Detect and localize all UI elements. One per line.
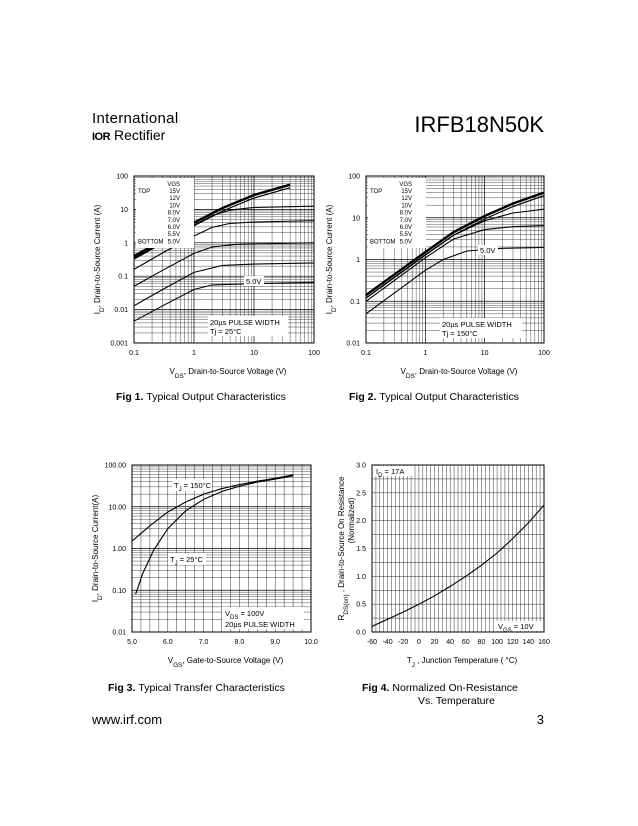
x-tick-label: -20 <box>398 639 409 646</box>
y-tick-label: 1.0 <box>356 573 366 581</box>
legend-row-value: 6.0V <box>167 225 180 231</box>
y-tick-label: 1 <box>356 257 360 264</box>
x-tick-label: -40 <box>382 639 393 646</box>
legend-row-tag: TOP <box>370 189 383 195</box>
caption-fig4-text: Normalized On-Resistance <box>392 682 518 694</box>
x-tick-label: 100 <box>538 350 550 357</box>
x-axis-label: $V_{DS}$, Drain-to-Source Voltage (V) <box>169 367 287 380</box>
annotation-5v: 5.0V <box>480 246 496 255</box>
caption-fig2-text: Typical Output Characteristics <box>379 391 519 403</box>
caption-fig4-line2: Vs. Temperature <box>418 695 495 707</box>
annotation-vgs: $V_{GS} = 10V$ <box>498 622 534 634</box>
x-tick-label: 20 <box>430 639 439 646</box>
x-tick-label: 10 <box>250 350 258 357</box>
legend-row-value: 10V <box>169 203 180 210</box>
y-tick-label: 0.01 <box>346 340 360 348</box>
part-number: IRFB18N50K <box>414 112 544 137</box>
x-tick-label: 80 <box>477 639 486 646</box>
x-tick-label: 8.0 <box>234 639 245 646</box>
y-tick-label: 10.00 <box>108 504 126 512</box>
legend-row-value: 5.0V <box>167 239 180 246</box>
legend-row-value: 5.5V <box>399 232 412 239</box>
y-tick-label: 2.0 <box>356 518 366 526</box>
y-tick-label: 1.00 <box>112 546 126 553</box>
caption-fig2 <box>349 391 519 403</box>
page-number: 3 <box>536 712 544 727</box>
y-tick-label: 100 <box>348 173 360 181</box>
y-tick-label: 0.10 <box>112 587 126 595</box>
caption-fig1-text: Typical Output Characteristics <box>146 391 286 403</box>
x-tick-label: 10 <box>480 350 489 357</box>
company-logo-line1: International <box>92 110 179 127</box>
y-tick-label: 0.1 <box>118 273 128 281</box>
chart-fig3 <box>82 455 332 670</box>
annotation-tj: Tj = 150°C <box>442 329 478 338</box>
caption-fig4 <box>362 682 518 694</box>
y-tick-label: 100.00 <box>104 462 126 470</box>
legend-row-tag: BOTTOM <box>370 239 396 246</box>
x-tick-label: 10.0 <box>304 639 318 646</box>
y-tick-label: 0.001 <box>110 340 128 348</box>
x-tick-label: 60 <box>461 639 470 646</box>
legend-row-value: 15V <box>401 189 412 195</box>
legend-row-value: 5.0V <box>399 239 412 246</box>
caption-fig3-text: Typical Transfer Characteristics <box>138 682 285 694</box>
y-tick-label: 3.0 <box>356 462 366 470</box>
y-axis-label: $I_D$, Drain-to-Source Current(A) <box>91 494 104 603</box>
y-tick-label: 0.01 <box>114 307 128 315</box>
legend-row-value: 7.0V <box>167 217 180 224</box>
x-axis-label: $V_{GS}$, Gate-to-Source Voltage (V) <box>167 656 284 669</box>
x-tick-label: 120 <box>506 639 519 646</box>
footer-url: www.irf.com <box>92 712 163 727</box>
y-tick-label: 10 <box>352 215 360 223</box>
x-tick-label: 160 <box>538 639 550 646</box>
legend-row-tag: BOTTOM <box>138 239 164 246</box>
annotation-pulse: 20µs PULSE WIDTH <box>442 320 512 329</box>
legend-row-value: 8.0V <box>399 210 412 217</box>
x-tick-label: 0 <box>416 639 421 646</box>
y-tick-label: 0.01 <box>112 629 126 637</box>
x-tick-label: 100 <box>491 639 503 646</box>
company-logo-line2 <box>92 127 165 143</box>
legend-row-tag: TOP <box>138 189 151 195</box>
y-axis-label: $I_D$, Drain-to-Source Current (A) <box>325 204 338 315</box>
caption-fig4-number: Fig 4. <box>362 682 390 694</box>
x-tick-label: 40 <box>446 639 455 646</box>
y-axis-label: $I_D$, Drain-to-Source Current (A) <box>93 204 106 315</box>
x-axis-label: $T_J$ , Junction Temperature ( °C) <box>406 656 518 669</box>
legend-row-value: 12V <box>401 196 412 203</box>
chart-fig1 <box>82 168 332 383</box>
x-tick-label: 6.0 <box>162 639 173 646</box>
legend-title: VGS <box>167 182 180 188</box>
y-axis-label: $R_{DS(on)}$ , Drain-to-Source On Resistance <box>337 476 350 621</box>
x-tick-label: 5.0 <box>127 639 137 646</box>
legend-row-value: 15V <box>169 189 180 195</box>
legend-title: VGS <box>399 182 412 188</box>
caption-fig3 <box>108 682 285 694</box>
legend-row-value: 10V <box>401 203 412 210</box>
x-tick-label: 140 <box>522 639 535 646</box>
y-tick-label: 0.5 <box>356 601 366 609</box>
annotation-pulse: 20µs PULSE WIDTH <box>210 318 280 327</box>
x-tick-label: 100 <box>308 350 320 357</box>
annotation-5v: 5.0V <box>246 277 262 286</box>
annotation-tj: Tj = 25°C <box>210 327 242 336</box>
legend-row-value: 7.0V <box>399 217 412 224</box>
legend-row-value: 12V <box>169 196 180 203</box>
legend-row-value: 5.5V <box>167 232 180 239</box>
chart-fig4 <box>320 455 560 670</box>
legend-row-value: 8.0V <box>167 210 180 217</box>
x-axis-label: $V_{DS}$, Drain-to-Source Voltage (V) <box>400 367 518 380</box>
caption-fig1-number: Fig 1. <box>116 391 144 403</box>
y-tick-label: 1.5 <box>356 546 366 553</box>
annotation-pulse: 20µs PULSE WIDTH <box>225 620 295 629</box>
annotation-tj-150: $T_J = 150^\circ C$ <box>174 481 212 493</box>
y-tick-label: 2.5 <box>356 490 366 498</box>
company-logo-rectifier: Rectifier <box>113 127 166 143</box>
y-tick-label: 0.1 <box>350 298 360 306</box>
caption-fig3-number: Fig 3. <box>108 682 136 694</box>
annotation-id: $I_D = 17A$ <box>376 467 405 479</box>
legend-row-value: 6.0V <box>399 225 412 231</box>
caption-fig1 <box>116 391 286 403</box>
x-tick-label: 7.0 <box>198 639 209 646</box>
y-tick-label: 10 <box>120 206 128 214</box>
y-tick-label: 100 <box>116 173 128 181</box>
caption-fig2-number: Fig 2. <box>349 391 377 403</box>
y-tick-label: 1 <box>124 240 128 248</box>
x-tick-label: 9.0 <box>270 639 281 646</box>
x-tick-label: 1 <box>423 350 428 357</box>
x-tick-label: 1 <box>192 350 196 357</box>
y-tick-label: 0.0 <box>356 629 366 637</box>
x-tick-label: 0.1 <box>129 350 139 357</box>
x-tick-label: 0.1 <box>361 350 371 357</box>
chart-fig2 <box>320 168 560 383</box>
annotation-vds: $V_{DS} = 100V$ <box>225 609 265 621</box>
y-axis-label-normalized: (Normalized) <box>347 497 356 544</box>
ior-logo-mark: IOR <box>92 131 111 143</box>
x-tick-label: -60 <box>366 639 378 646</box>
annotation-tj-25: $T_J = 25^\circ C$ <box>170 555 203 567</box>
